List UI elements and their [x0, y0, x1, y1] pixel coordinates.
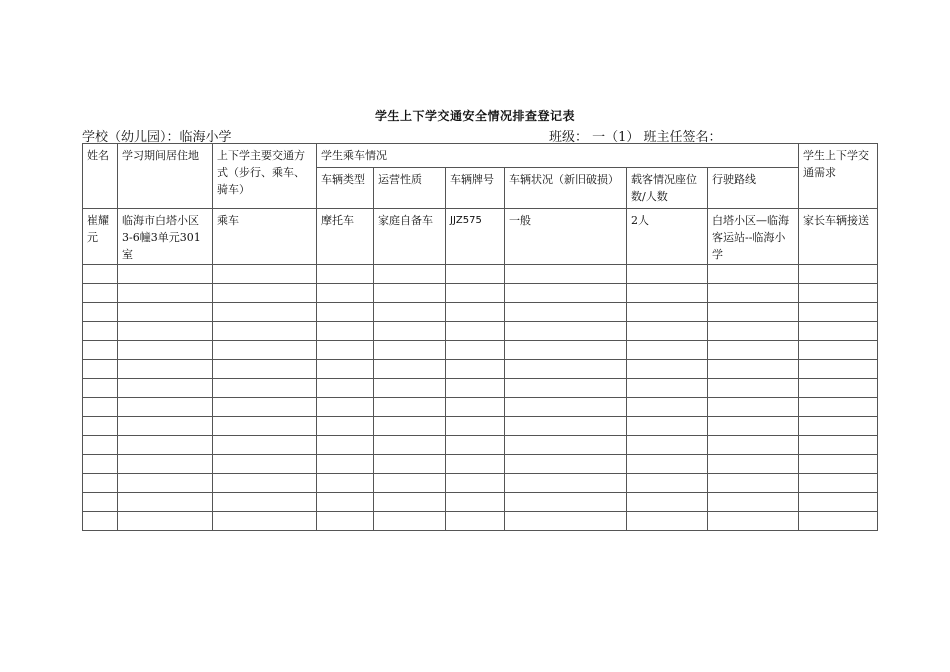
empty-cell: [446, 265, 505, 284]
empty-cell: [708, 360, 799, 379]
empty-cell: [213, 303, 317, 322]
empty-cell: [374, 303, 446, 322]
header-capacity: 载客情况座位数/人数: [627, 168, 708, 209]
empty-cell: [708, 398, 799, 417]
empty-cell: [317, 341, 374, 360]
empty-cell: [374, 265, 446, 284]
empty-cell: [505, 341, 627, 360]
empty-cell: [374, 322, 446, 341]
empty-cell: [83, 493, 118, 512]
empty-cell: [213, 265, 317, 284]
table-row: [83, 209, 878, 265]
empty-cell: [708, 379, 799, 398]
empty-cell: [446, 436, 505, 455]
empty-cell: [374, 379, 446, 398]
empty-cell: [627, 398, 708, 417]
empty-cell: [83, 455, 118, 474]
empty-table-row: [83, 379, 878, 398]
empty-cell: [213, 284, 317, 303]
empty-cell: [505, 417, 627, 436]
empty-cell: [799, 493, 878, 512]
empty-cell: [627, 417, 708, 436]
empty-cell: [118, 379, 213, 398]
empty-cell: [118, 512, 213, 531]
empty-table-row: [83, 284, 878, 303]
empty-cell: [374, 436, 446, 455]
registration-table: [82, 143, 878, 531]
empty-cell: [118, 341, 213, 360]
empty-cell: [83, 284, 118, 303]
empty-table-row: [83, 512, 878, 531]
empty-cell: [708, 341, 799, 360]
empty-cell: [213, 341, 317, 360]
cell-transport: 乘车: [213, 209, 317, 265]
empty-cell: [505, 265, 627, 284]
cell-name: 崔耀元: [83, 209, 118, 265]
empty-cell: [446, 455, 505, 474]
empty-cell: [505, 303, 627, 322]
class-label: 班级： 一（1） 班主任签名：: [549, 130, 722, 145]
cell-operation: 家庭自备车: [374, 209, 446, 265]
empty-cell: [627, 512, 708, 531]
empty-cell: [213, 417, 317, 436]
empty-cell: [118, 455, 213, 474]
empty-table-row: [83, 493, 878, 512]
empty-cell: [446, 379, 505, 398]
empty-cell: [627, 493, 708, 512]
empty-cell: [708, 512, 799, 531]
empty-cell: [317, 436, 374, 455]
empty-table-row: [83, 417, 878, 436]
empty-cell: [627, 322, 708, 341]
empty-table-row: [83, 265, 878, 284]
empty-cell: [118, 417, 213, 436]
empty-table-row: [83, 398, 878, 417]
empty-cell: [505, 379, 627, 398]
empty-cell: [799, 265, 878, 284]
empty-cell: [627, 341, 708, 360]
empty-cell: [118, 265, 213, 284]
empty-cell: [505, 436, 627, 455]
header-riding-group: 学生乘车情况: [317, 144, 799, 168]
empty-cell: [213, 379, 317, 398]
empty-cell: [374, 341, 446, 360]
empty-table-row: [83, 322, 878, 341]
empty-cell: [505, 512, 627, 531]
empty-cell: [317, 379, 374, 398]
header-needs: 学生上下学交通需求: [799, 144, 878, 209]
empty-cell: [118, 493, 213, 512]
empty-cell: [799, 512, 878, 531]
header-operation: 运营性质: [374, 168, 446, 209]
empty-cell: [446, 512, 505, 531]
empty-cell: [317, 474, 374, 493]
empty-cell: [627, 436, 708, 455]
cell-capacity: 2人: [627, 209, 708, 265]
empty-cell: [799, 379, 878, 398]
empty-cell: [213, 322, 317, 341]
empty-cell: [627, 455, 708, 474]
empty-cell: [317, 284, 374, 303]
empty-cell: [118, 398, 213, 417]
empty-cell: [708, 417, 799, 436]
empty-cell: [83, 379, 118, 398]
empty-cell: [799, 474, 878, 493]
empty-cell: [213, 455, 317, 474]
empty-cell: [708, 322, 799, 341]
empty-cell: [505, 360, 627, 379]
cell-needs: 家长车辆接送: [799, 209, 878, 265]
empty-cell: [799, 341, 878, 360]
empty-cell: [213, 360, 317, 379]
header-plate: 车辆牌号: [446, 168, 505, 209]
empty-cell: [317, 455, 374, 474]
empty-cell: [799, 360, 878, 379]
empty-cell: [317, 265, 374, 284]
empty-cell: [118, 303, 213, 322]
empty-cell: [446, 474, 505, 493]
empty-cell: [374, 417, 446, 436]
empty-cell: [83, 303, 118, 322]
empty-cell: [213, 512, 317, 531]
empty-cell: [317, 322, 374, 341]
empty-cell: [505, 493, 627, 512]
empty-table-row: [83, 455, 878, 474]
empty-cell: [374, 474, 446, 493]
empty-cell: [446, 417, 505, 436]
empty-cell: [317, 493, 374, 512]
empty-cell: [446, 360, 505, 379]
empty-cell: [317, 303, 374, 322]
empty-cell: [708, 436, 799, 455]
empty-cell: [446, 341, 505, 360]
empty-cell: [83, 512, 118, 531]
header-row-1: [83, 144, 878, 168]
empty-cell: [708, 474, 799, 493]
cell-route: 白塔小区—临海客运站--临海小学: [708, 209, 799, 265]
empty-cell: [118, 322, 213, 341]
empty-cell: [118, 436, 213, 455]
document-title: 学生上下学交通安全情况排查登记表: [374, 109, 575, 123]
empty-cell: [799, 398, 878, 417]
cell-condition: 一般: [505, 209, 627, 265]
empty-cell: [83, 436, 118, 455]
empty-cell: [374, 398, 446, 417]
cell-plate: JJZ575: [446, 209, 505, 265]
empty-cell: [708, 284, 799, 303]
empty-cell: [446, 284, 505, 303]
empty-cell: [83, 398, 118, 417]
empty-cell: [83, 360, 118, 379]
empty-cell: [317, 512, 374, 531]
empty-cell: [374, 512, 446, 531]
empty-table-row: [83, 474, 878, 493]
empty-cell: [446, 493, 505, 512]
empty-cell: [799, 303, 878, 322]
empty-table-row: [83, 436, 878, 455]
empty-cell: [374, 455, 446, 474]
empty-table-row: [83, 360, 878, 379]
empty-cell: [374, 284, 446, 303]
header-route: 行驶路线: [708, 168, 799, 209]
empty-cell: [213, 398, 317, 417]
empty-cell: [799, 436, 878, 455]
cell-residence: 临海市白塔小区3-6幢3单元301室: [118, 209, 213, 265]
empty-cell: [374, 493, 446, 512]
empty-cell: [627, 379, 708, 398]
header-residence: 学习期间居住地: [118, 144, 213, 209]
empty-cell: [505, 284, 627, 303]
empty-table-row: [83, 341, 878, 360]
empty-cell: [118, 284, 213, 303]
school-label: 学校（幼儿园）：临海小学: [82, 130, 232, 145]
header-condition: 车辆状况（新旧破损）: [505, 168, 627, 209]
empty-cell: [708, 455, 799, 474]
empty-cell: [627, 284, 708, 303]
empty-cell: [708, 303, 799, 322]
empty-cell: [708, 265, 799, 284]
empty-cell: [213, 493, 317, 512]
empty-table-row: [83, 303, 878, 322]
empty-cell: [627, 474, 708, 493]
empty-cell: [799, 322, 878, 341]
empty-cell: [83, 322, 118, 341]
empty-cell: [317, 417, 374, 436]
header-vehicle-type: 车辆类型: [317, 168, 374, 209]
empty-cell: [505, 398, 627, 417]
empty-cell: [446, 322, 505, 341]
empty-cell: [505, 474, 627, 493]
empty-cell: [213, 436, 317, 455]
empty-cell: [317, 398, 374, 417]
empty-cell: [627, 360, 708, 379]
empty-cell: [446, 398, 505, 417]
empty-cell: [83, 341, 118, 360]
empty-cell: [118, 474, 213, 493]
empty-cell: [83, 417, 118, 436]
empty-cell: [505, 322, 627, 341]
empty-cell: [213, 474, 317, 493]
empty-cell: [505, 455, 627, 474]
empty-cell: [799, 284, 878, 303]
empty-cell: [708, 493, 799, 512]
empty-cell: [374, 360, 446, 379]
empty-cell: [446, 303, 505, 322]
empty-cell: [799, 417, 878, 436]
empty-cell: [317, 360, 374, 379]
header-transport: 上下学主要交通方式（步行、乘车、骑车）: [213, 144, 317, 209]
empty-cell: [118, 360, 213, 379]
empty-cell: [627, 303, 708, 322]
empty-cell: [799, 455, 878, 474]
empty-cell: [83, 265, 118, 284]
header-name: 姓名: [83, 144, 118, 209]
empty-cell: [83, 474, 118, 493]
empty-cell: [627, 265, 708, 284]
cell-vehicle-type: 摩托车: [317, 209, 374, 265]
